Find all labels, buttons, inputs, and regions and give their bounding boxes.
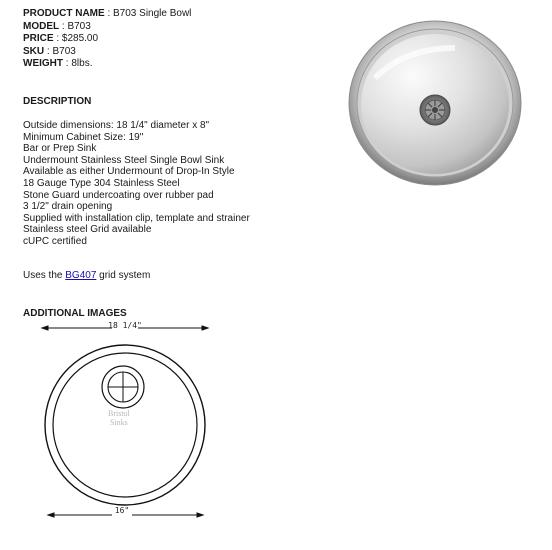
description-line: Outside dimensions: 18 1/4" diameter x 8" [23, 120, 210, 131]
round-stainless-sink-photo [345, 18, 525, 193]
description-line: Undermount Stainless Steel Single Bowl Sink [23, 154, 225, 166]
description-line: 18 Gauge Type 304 Stainless Steel [23, 177, 180, 189]
spec-sku: SKU : B703 [23, 45, 76, 57]
description-line: 3 1/2" drain opening [23, 201, 113, 213]
spec-weight: WEIGHT : 8lbs. [23, 58, 93, 69]
brand-watermark-line1: Bristol [108, 409, 130, 418]
description-line: Stone Guard undercoating over rubber pad [23, 189, 214, 201]
sink-top-view-diagram [40, 318, 220, 523]
top-dimension-label: 18 1/4" [108, 321, 142, 330]
description-line: cUPC certified [23, 235, 87, 247]
spec-product-name: PRODUCT NAME : B703 Single Bowl [23, 8, 192, 19]
description-heading: DESCRIPTION [23, 96, 92, 107]
description-line: Bar or Prep Sink [23, 143, 97, 155]
additional-images-heading: ADDITIONAL IMAGES [23, 308, 127, 319]
spec-price: PRICE : $285.00 [23, 33, 99, 44]
description-line: Stainless steel Grid available [23, 224, 152, 236]
brand-watermark-line2: Sinks [110, 418, 128, 427]
description-line: Available as either Undermount of Drop-In Style [23, 166, 235, 178]
bottom-dimension-label: 16" [114, 506, 130, 515]
grid-system-note: Uses the BG407 grid system [23, 270, 151, 281]
spec-model: MODEL : B703 [23, 20, 91, 32]
description-list [23, 120, 250, 248]
description-line: Supplied with installation clip, template and strainer [23, 212, 250, 224]
description-line: Minimum Cabinet Size: 19" [23, 131, 144, 143]
bg407-link[interactable]: BG407 [65, 270, 97, 281]
product-specs [23, 8, 191, 71]
